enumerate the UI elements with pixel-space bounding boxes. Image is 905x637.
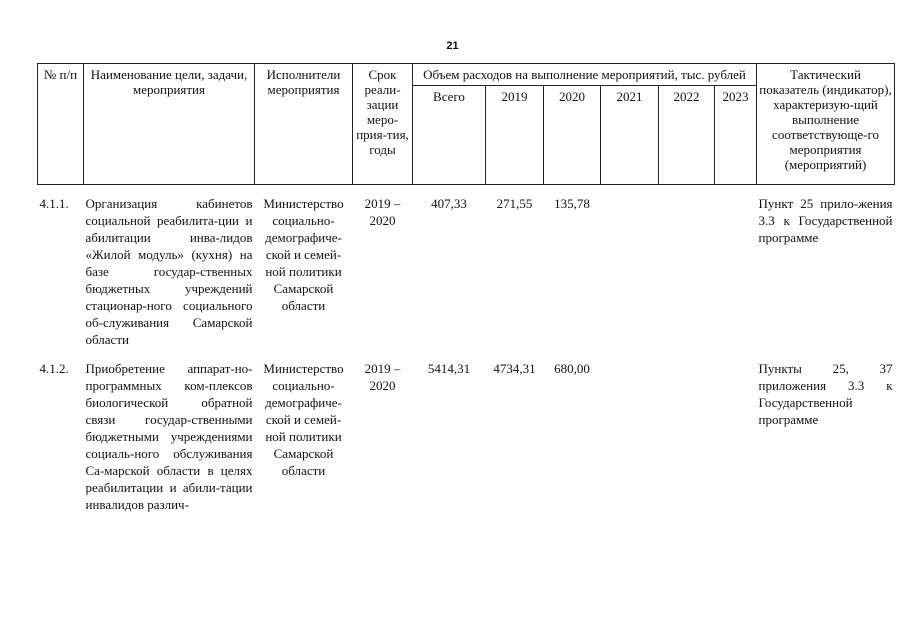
program-table [37,63,895,513]
header-year-2021: 2021 [601,86,659,185]
header-name: Наименование цели, задачи, мероприятия [84,64,255,185]
row-term: 2019 – 2020 [364,196,401,228]
table-header-row [38,64,895,86]
header-year-2020: 2020 [544,86,601,185]
header-total: Всего [413,86,486,185]
row-2022 [659,360,715,513]
row-indicator: Пункт 25 прило-жения 3.3 к Государственной программе [758,196,893,245]
header-indicator: Тактический показатель (индикатор), характеризую-щий выполнение соответствующе-го мероприятия (мероприятий) [757,64,895,185]
header-year-2022: 2022 [659,86,715,185]
table-row [38,360,895,513]
row-2023 [715,195,757,348]
row-name: Организация кабинетов социальной реабилита-ции и абилитации инва-лидов «Жилой модуль» (кухня) на базе государ-ственных бюджетных учреждений стационар-ного социального об-служивания Самарской области [85,196,253,347]
header-year-2023: 2023 [715,86,757,185]
row-total: 407,33 [431,196,467,211]
page-number: 21 [446,40,459,52]
row-2019: 4734,31 [493,361,536,376]
row-name: Приобретение аппарат-но-программных ком-плексов биологической обратной связи государ-ственными бюджетными учреждениями социаль-ного обслуживания Са-марской области в целях реабилитации и абили-тации инвалидов различ- [85,361,253,512]
row-number: 4.1.1. [39,196,69,211]
row-2023 [715,360,757,513]
header-number: № п/п [38,64,84,185]
header-executors: Исполнители мероприятия [255,64,353,185]
row-indicator: Пункты 25, 37 приложения 3.3 к Государственной программе [758,361,893,427]
row-2022 [659,195,715,348]
row-2021 [601,195,659,348]
row-number: 4.1.2. [39,361,69,376]
row-term: 2019 – 2020 [364,361,401,393]
header-term: Срок реали-зации меро-прия-тия, годы [353,64,413,185]
table-row [38,195,895,348]
row-2021 [601,360,659,513]
header-year-2019: 2019 [486,86,544,185]
row-total: 5414,31 [427,361,471,376]
row-2020: 135,78 [554,196,590,211]
row-2019: 271,55 [496,196,533,211]
row-executor: Министерство социально-демографиче-ской и семей-ной политики Самарской области [263,196,344,313]
row-2020: 680,00 [554,361,590,376]
row-executor: Министерство социально-демографиче-ской и семей-ной политики Самарской области [263,361,344,478]
header-expenses: Объем расходов на выполнение мероприятий, тыс. рублей [413,64,757,86]
